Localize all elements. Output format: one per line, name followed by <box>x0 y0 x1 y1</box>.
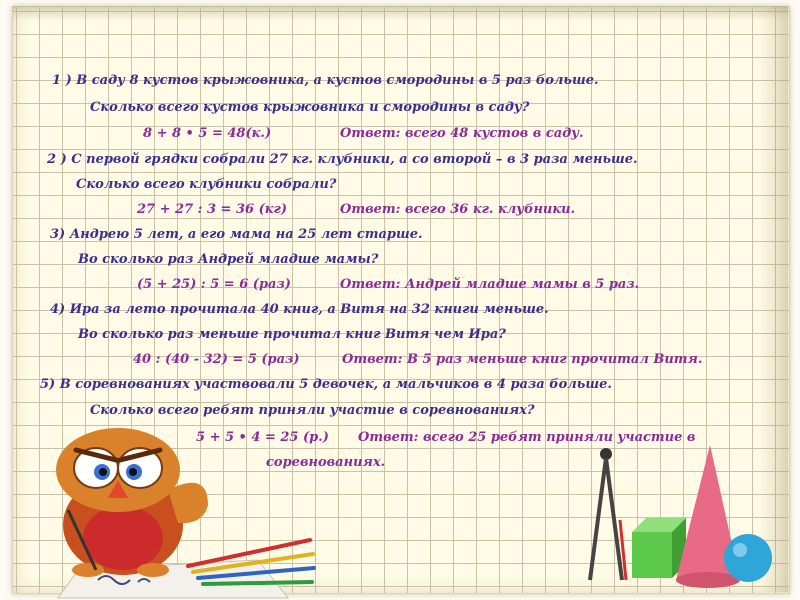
problem-1-statement: 1 ) В саду 8 кустов крыжовника, а кустов смородины в 5 раз больше. <box>52 73 599 88</box>
problem-3-question: Во сколько раз Андрей младше мамы? <box>78 252 379 267</box>
problem-5-statement: 5) В соревнованиях участвовали 5 девочек, а мальчиков в 4 раза больше. <box>40 377 612 392</box>
sphere-highlight <box>733 543 747 557</box>
problem-5-expression: 5 + 5 • 4 = 25 (р.) <box>196 430 329 445</box>
problem-4-answer: Ответ: В 5 раз меньше книг прочитал Витя. <box>342 352 703 367</box>
problem-5-question: Сколько всего ребят приняли участие в соревнованиях? <box>90 403 535 418</box>
owl-left-pupil-center <box>99 468 107 476</box>
problem-1-expression: 8 + 8 • 5 = 48(к.) <box>143 126 272 141</box>
problem-2-question: Сколько всего клубники собрали? <box>76 177 337 192</box>
problem-3-answer: Ответ: Андрей младше мамы в 5 раз. <box>340 277 640 292</box>
problem-5-answer-continued: соревнованиях. <box>266 455 386 470</box>
owl-shirt <box>83 506 163 570</box>
blue-sphere-icon <box>724 534 772 582</box>
owl-illustration <box>18 420 318 600</box>
green-cube-icon <box>632 518 686 578</box>
owl-right-foot <box>137 563 169 577</box>
owl-left-foot <box>72 563 104 577</box>
problem-1-question: Сколько всего кустов крыжовника и смородины в саду? <box>90 100 530 115</box>
problem-2-statement: 2 ) С первой грядки собрали 27 кг. клубники, а со второй – в 3 раза меньше. <box>47 152 638 167</box>
owl-right-pupil-center <box>129 468 137 476</box>
problem-2-expression: 27 + 27 : 3 = 36 (кг) <box>137 202 287 217</box>
problem-1-answer: Ответ: всего 48 кустов в саду. <box>340 126 584 141</box>
problem-4-question: Во сколько раз меньше прочитал книг Витя чем Ира? <box>78 327 506 342</box>
compass-icon <box>590 448 626 580</box>
problem-3-statement: 3) Андрею 5 лет, а его мама на 25 лет старше. <box>50 227 423 242</box>
problem-3-expression: (5 + 25) : 5 = 6 (раз) <box>137 277 291 292</box>
green-pencil-icon <box>203 582 312 584</box>
problem-4-expression: 40 : (40 - 32) = 5 (раз) <box>133 352 300 367</box>
paper-shadow-top <box>12 6 788 20</box>
problem-2-answer: Ответ: всего 36 кг. клубники. <box>340 202 576 217</box>
problem-4-statement: 4) Ира за лето прочитала 40 книг, а Витя на 32 книги меньше. <box>50 302 549 317</box>
geometry-illustration <box>570 440 790 595</box>
problem-5-answer: Ответ: всего 25 ребят приняли участие в <box>358 430 696 445</box>
